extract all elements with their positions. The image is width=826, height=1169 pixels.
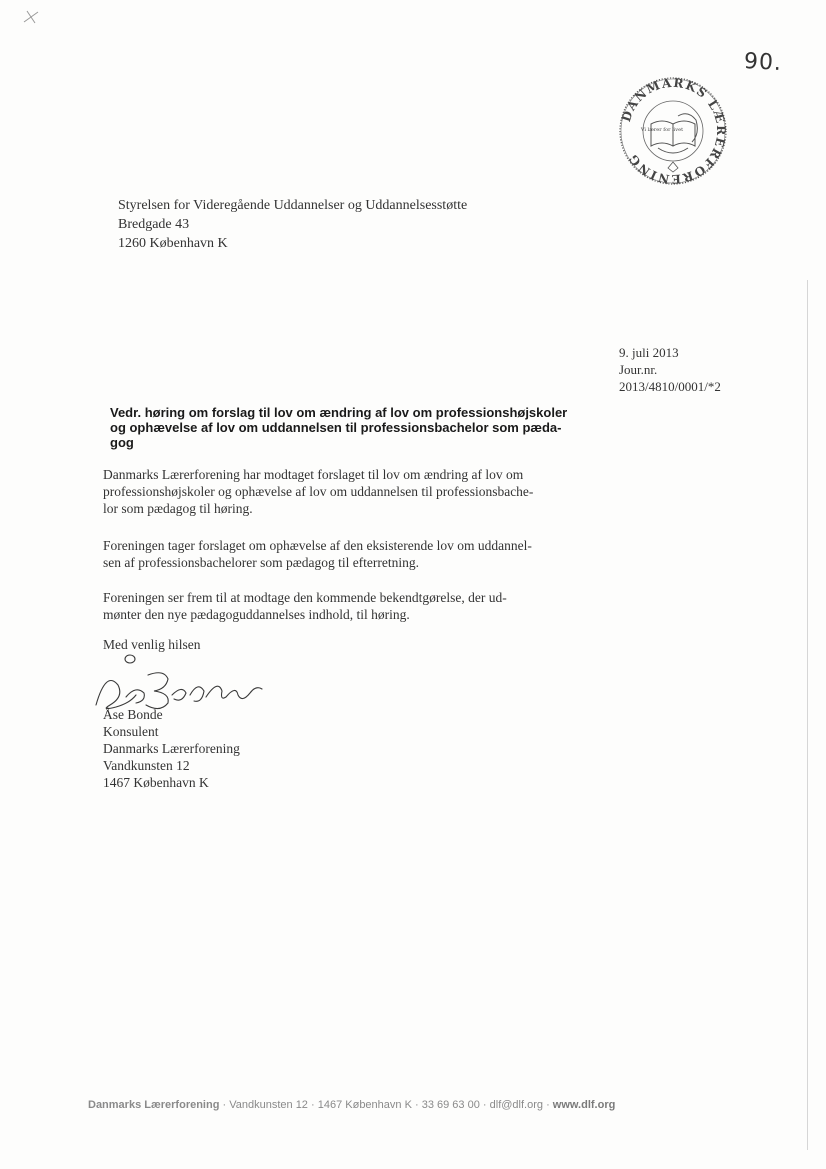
body-paragraph-1 [103,466,603,517]
page-number-handwritten: 90. [743,49,783,76]
footer-street: Vandkunsten 12 [229,1099,308,1111]
seal-ring-text: DANMARKS LÆRERFORENING [618,76,728,186]
closing-greeting: Med venlig hilsen [103,637,201,652]
subject-line: Vedr. høring om forslag til lov om ændring af lov om professionshøjskoler [110,405,568,420]
footer-org: Danmarks Lærerforening [88,1099,220,1111]
body-paragraph-2 [103,537,603,571]
scan-edge-line [807,280,808,1150]
footer-email: dlf@dlf.org [489,1099,543,1111]
recipient-address [118,196,467,253]
footer-city: 1467 København K [317,1099,412,1111]
letter-subject [110,405,600,450]
letter-date: 9. juli 2013 [619,345,679,360]
paragraph-line: mønter den nye pædagoguddannelses indhold, til høring. [103,607,410,622]
signatory-city: 1467 København K [103,775,209,790]
letterhead-footer [88,1099,728,1111]
paragraph-line: Foreningen tager forslaget om ophævelse af den eksisterende lov om uddannel- [103,538,532,553]
letter-meta [619,344,721,395]
paragraph-line: Foreningen ser frem til at modtage den kommende bekendtgørelse, der ud- [103,590,507,605]
footer-separator: · [414,1099,419,1111]
footer-separator: · [311,1099,315,1111]
signatory-street: Vandkunsten 12 [103,758,190,773]
recipient-city: 1260 København K [118,236,228,251]
footer-separator: · [222,1099,227,1111]
footer-separator: · [482,1099,487,1111]
subject-line: og ophævelse af lov om uddannelsen til professionsbachelor som pæda- [110,420,562,435]
recipient-name: Styrelsen for Videregående Uddannelser og Uddannelsesstøtte [118,198,468,213]
paragraph-line: professionshøjskoler og ophævelse af lov om uddannelsen til professionsbache- [103,484,534,499]
corner-cross-mark [22,8,40,26]
signatory-name: Åse Bonde [103,707,163,722]
seal-book-text: Vi lærer for livet [640,127,684,133]
journal-label: Jour.nr. [619,362,658,377]
dlf-seal-logo [618,76,728,186]
paragraph-line: Danmarks Lærerforening har modtaget forslaget til lov om ændring af lov om [103,467,524,482]
signatory-block [103,706,240,791]
journal-number: 2013/4810/0001/*2 [619,379,721,394]
paragraph-line: lor som pædagog til høring. [103,501,253,516]
footer-phone: 33 69 63 00 [421,1099,480,1111]
signatory-title: Konsulent [103,724,159,739]
footer-separator: · [546,1099,550,1111]
body-paragraph-3 [103,589,603,623]
recipient-street: Bredgade 43 [118,217,190,232]
footer-website: www.dlf.org [552,1099,616,1111]
paragraph-line: sen af professionsbachelorer som pædagog til efterretning. [103,555,420,570]
signatory-org: Danmarks Lærerforening [103,741,240,756]
subject-line: gog [110,435,134,450]
